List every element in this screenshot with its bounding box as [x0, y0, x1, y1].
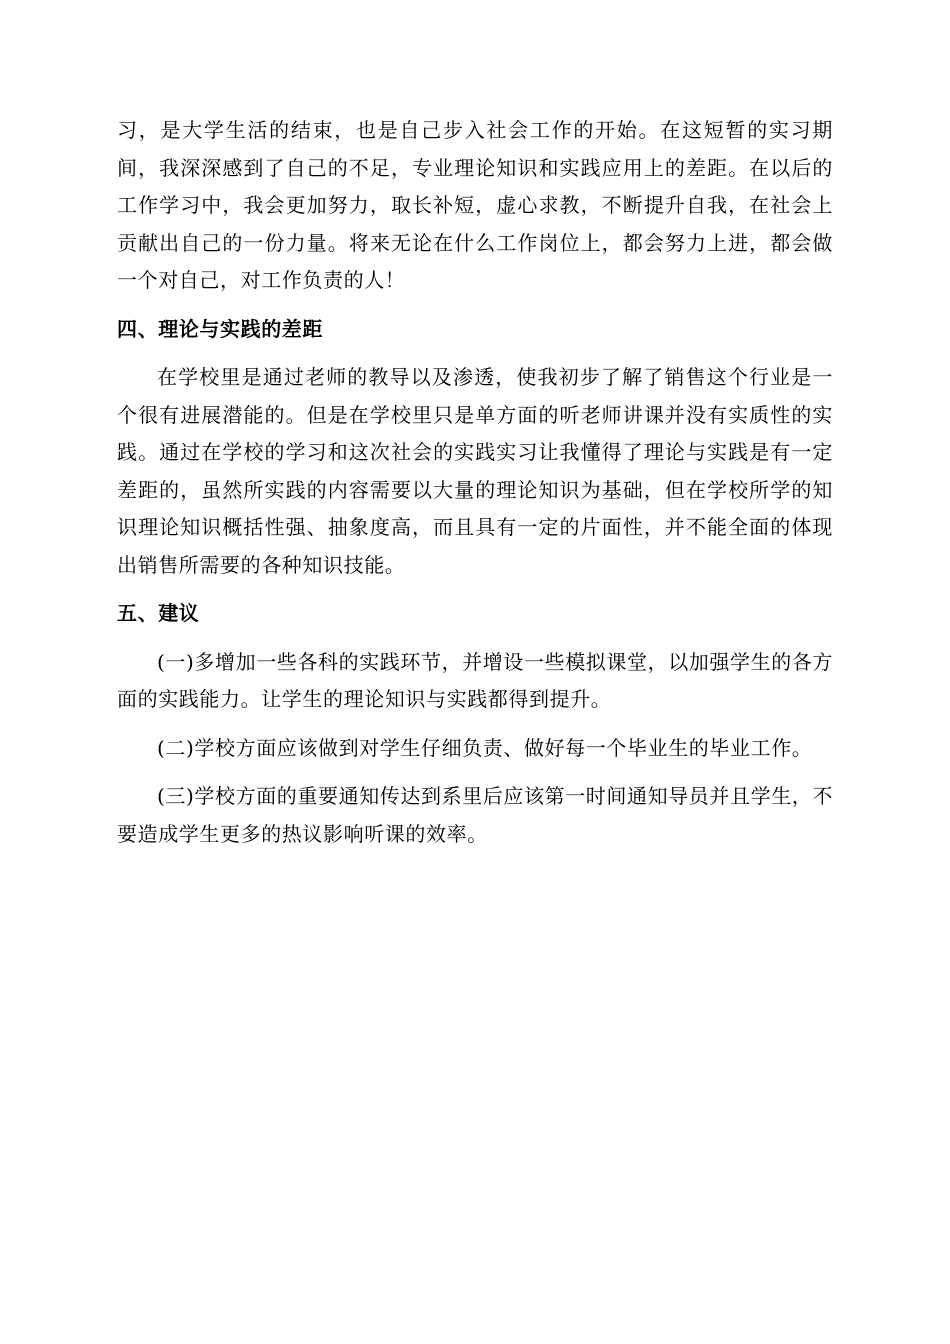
section-5-heading: 五、建议	[117, 601, 200, 625]
section-4-heading: 四、理论与实践的差距	[117, 316, 323, 341]
section-4-paragraph: 在学校里是通过老师的教导以及渗透，使我初步了解了销售这个行业是一个很有进展潜能的。但是在学校里只是单方面的听老师讲课并没有实质性的实践。通过在学校的学习和这次社会的实践实习让我懂得了理论与实践是有一定差距的，虽然所实践的内容需要以大量的理论知识为基础，但在学校所学的知识理论知识概括性强、抽象度高，而且具有一定的片面性，并不能全面的体现出销售所需要的各种知识技能。	[117, 365, 833, 577]
suggestion-item-2: (二)学校方面应该做到对学生仔细负责、做好每一个毕业生的毕业工作。	[157, 735, 813, 760]
document-page	[117, 112, 833, 853]
suggestion-item-1: (一)多增加一些各科的实践环节，并增设一些模拟课堂，以加强学生的各方面的实践能力。让学生的理论知识与实践都得到提升。	[117, 649, 834, 711]
suggestion-item-3: (三)学校方面的重要通知传达到系里后应该第一时间通知导员并且学生，不要造成学生更多的热议影响听课的效率。	[117, 784, 834, 846]
intro-paragraph: 习，是大学生活的结束，也是自己步入社会工作的开始。在这短暂的实习期间，我深深感到了自己的不足，专业理论知识和实践应用上的差距。在以后的工作学习中，我会更加努力，取长补短，虚心求教，不断提升自我，在社会上贡献出自己的一份力量。将来无论在什么工作岗位上，都会努力上进，都会做一个对自己，对工作负责的人！	[117, 118, 833, 292]
